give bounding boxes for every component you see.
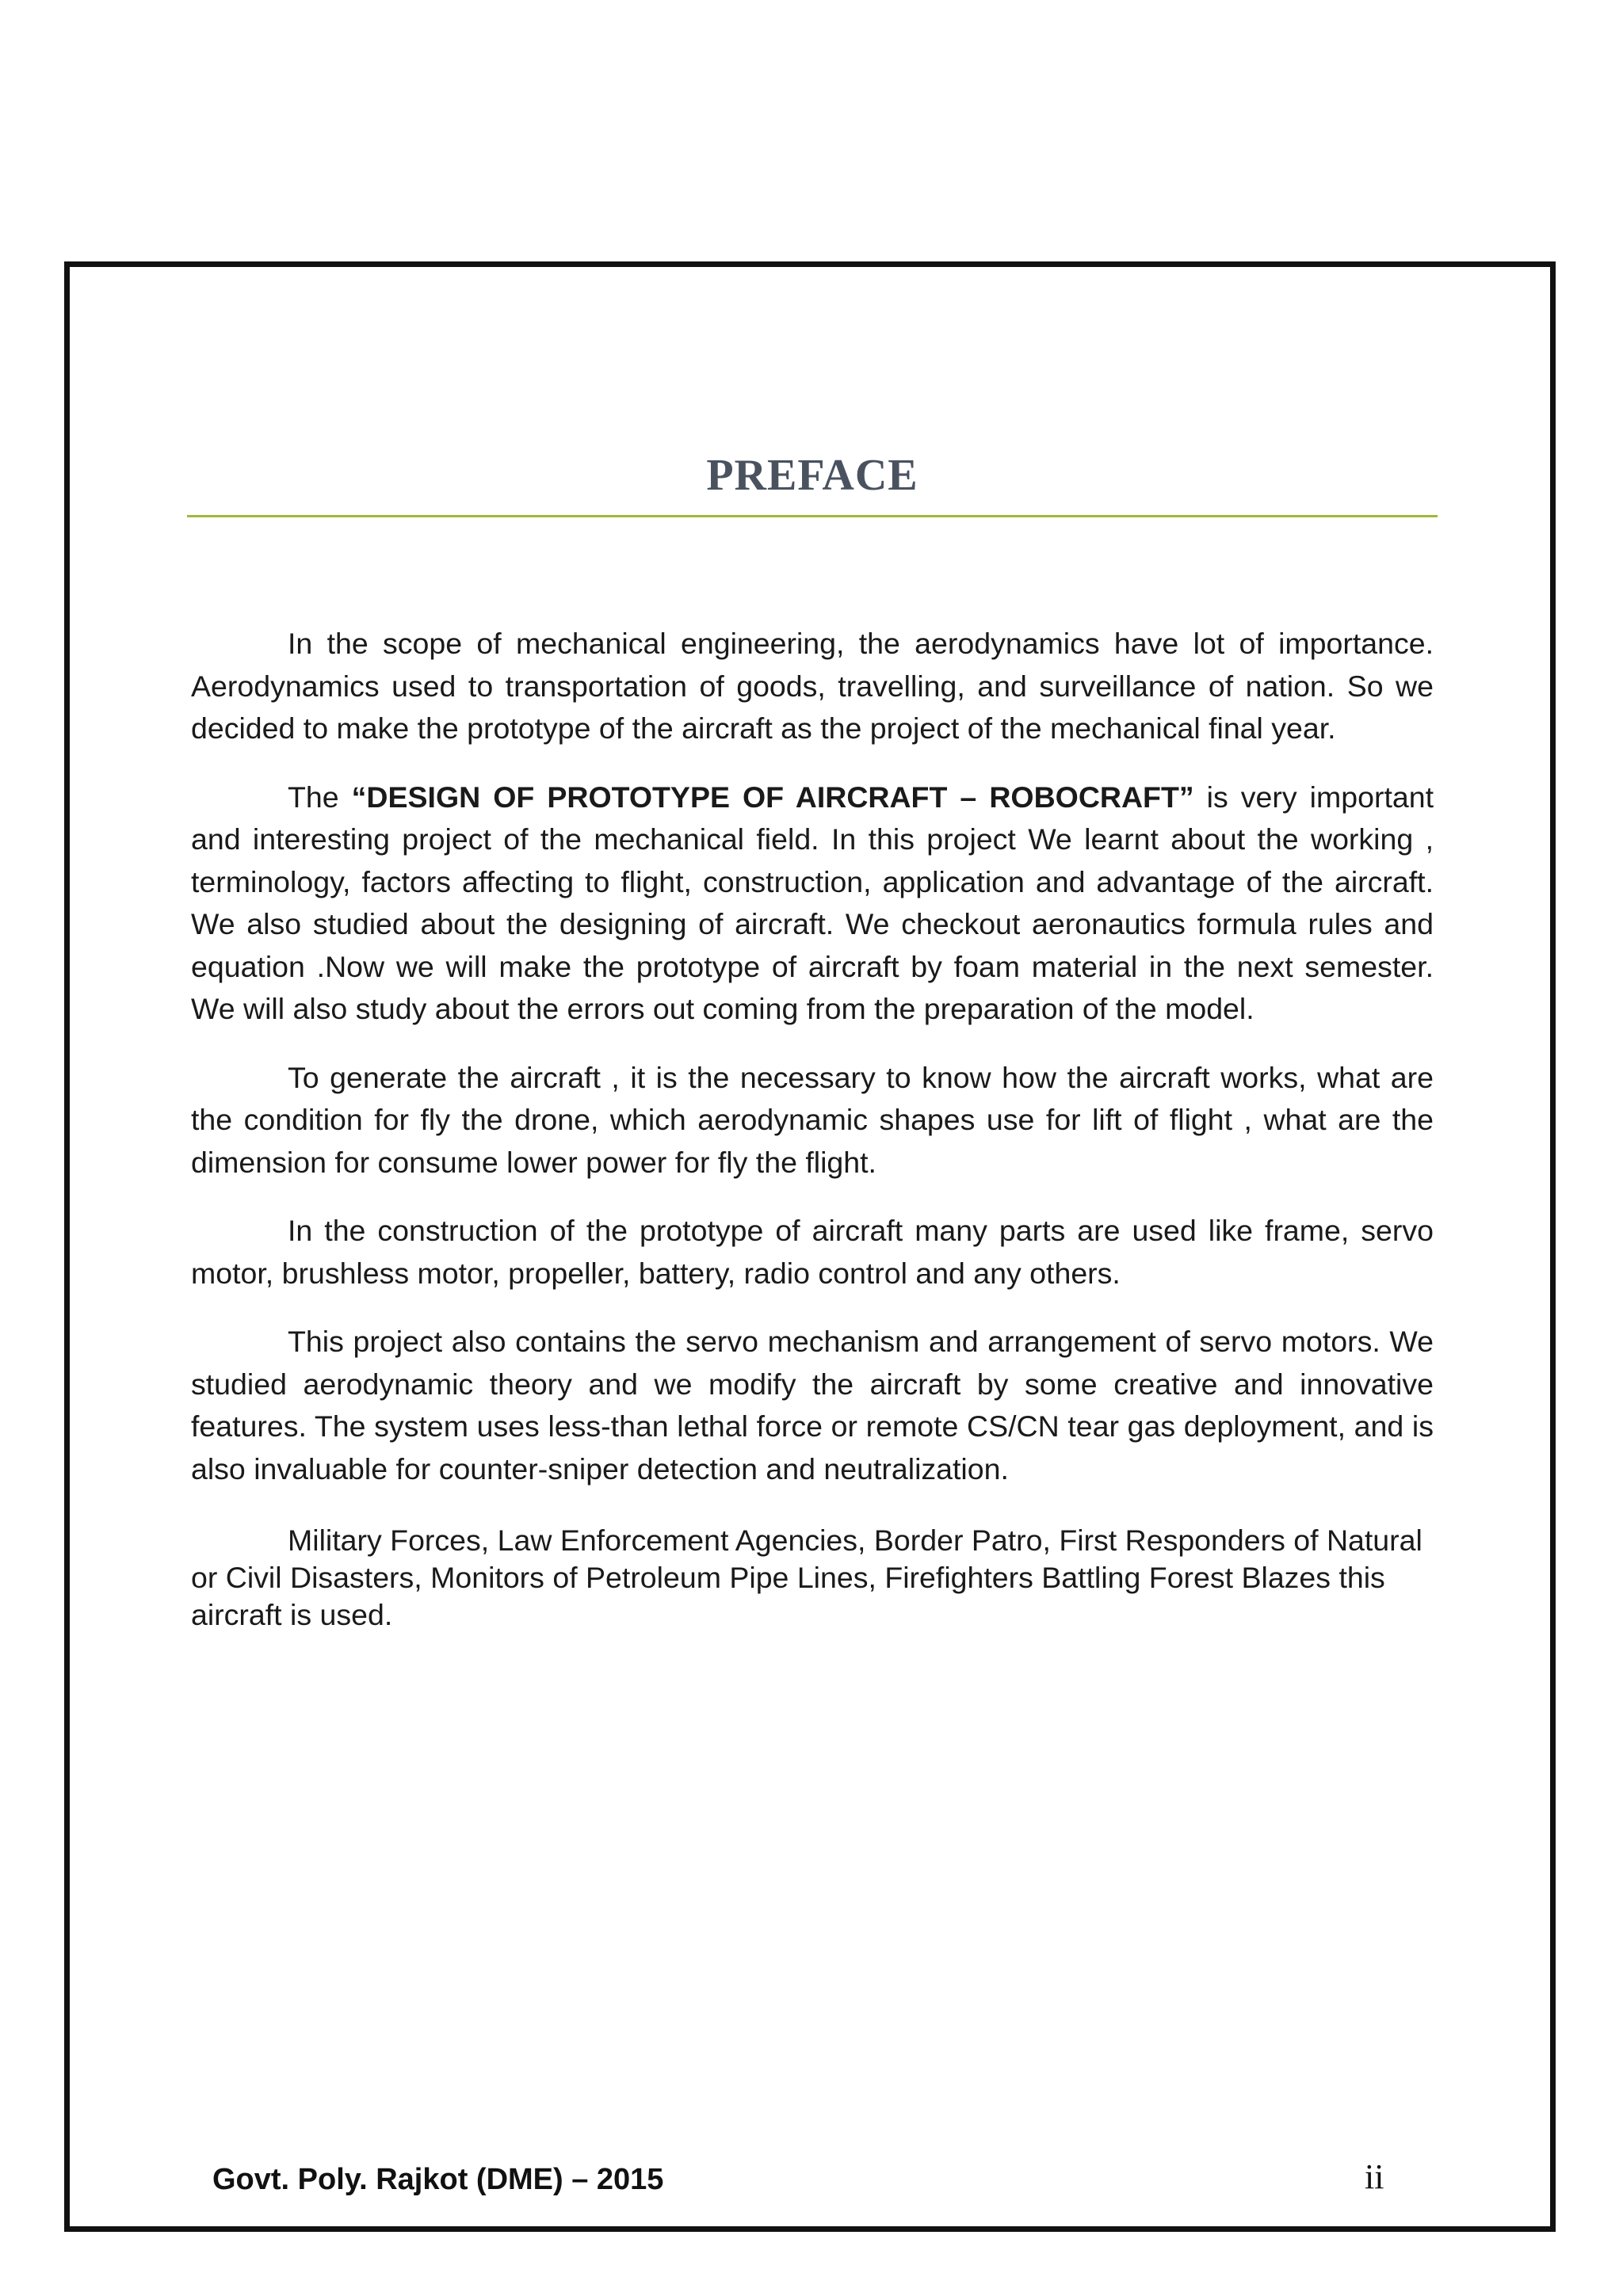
preface-body xyxy=(191,623,1434,1660)
paragraph-2-rest: is very important and interesting project of the mechanical field. In this project We learnt about the working , terminology, factors affecting to flight, construction, application and advantage of the aircraft. We also studied about the designing of aircraft. We checkout aeronautics formula rules and equation .Now we will make the prototype of aircraft by foam material in the next semester. We will also study about the errors out coming from the preparation of the model. xyxy=(191,780,1434,1025)
paragraph-1: In the scope of mechanical engineering, the aerodynamics have lot of importance. Aerodynamics used to transportation of goods, travelling, and surveillance of nation. So we decided to make the prototype of the aircraft as the project of the mechanical final year. xyxy=(191,627,1434,745)
footer-institution: Govt. Poly. Rajkot (DME) – 2015 xyxy=(212,2163,664,2196)
footer-page-number: ii xyxy=(1365,2157,1384,2196)
paragraph-2-lead: The xyxy=(288,780,352,814)
title-underline xyxy=(187,515,1438,517)
paragraph-4: In the construction of the prototype of aircraft many parts are used like frame, servo motor, brushless motor, propeller, battery, radio control and any others. xyxy=(191,1214,1434,1290)
paragraph-6: Military Forces, Law Enforcement Agencies, Border Patro, First Responders of Natural or Civil Disasters, Monitors of Petroleum Pipe Lines, Firefighters Battling Forest Blazes this aircraft is used. xyxy=(191,1524,1423,1631)
page-title: PREFACE xyxy=(706,451,918,500)
paragraph-2 xyxy=(191,776,1434,1031)
project-title-bold: “DESIGN OF PROTOTYPE OF AIRCRAFT – ROBOCRAFT” xyxy=(351,780,1194,814)
paragraph-5: This project also contains the servo mechanism and arrangement of servo motors. We studied aerodynamic theory and we modify the aircraft by some creative and innovative features. The system uses less-than lethal force or remote CS/CN tear gas deployment, and is also invaluable for counter-sniper detection and neutralization. xyxy=(191,1325,1434,1486)
paragraph-3: To generate the aircraft , it is the necessary to know how the aircraft works, what are the condition for fly the drone, which aerodynamic shapes use for lift of flight , what are the dimension for consume lower power for fly the flight. xyxy=(191,1060,1434,1179)
